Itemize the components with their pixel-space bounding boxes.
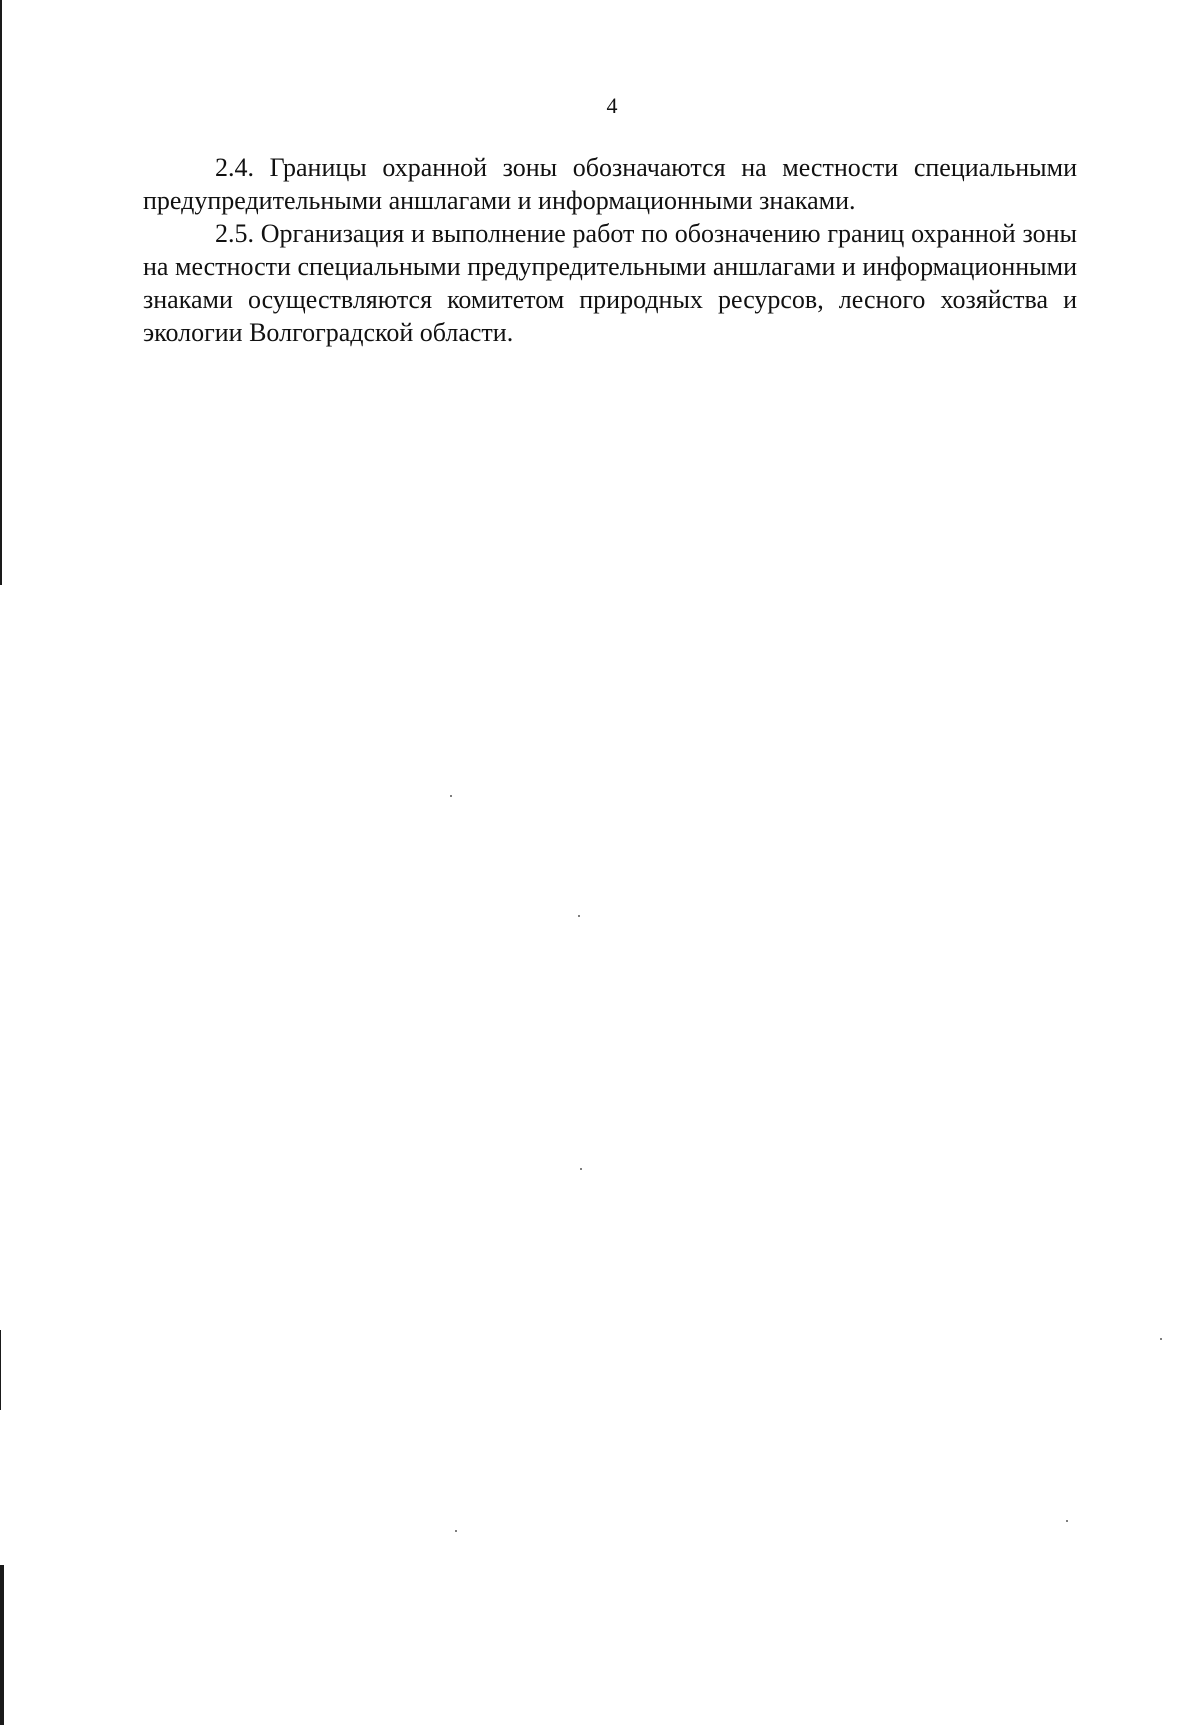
document-body xyxy=(143,151,1077,349)
scan-edge-mark xyxy=(0,1565,4,1725)
scan-speck xyxy=(455,1530,457,1532)
page-number: 4 xyxy=(606,93,618,118)
scan-speck xyxy=(1160,1338,1162,1340)
scan-speck xyxy=(1066,1520,1068,1522)
paragraph-2-5: 2.5. Организация и выполнение работ по обозначению границ охранной зоны на местности специальными предупредительными аншлагами и информационными знаками осуществляются комитетом природных ресурсов, лесного хозяйства и экологии Волгоградской области. xyxy=(143,219,1077,347)
scan-edge-mark xyxy=(0,0,2,585)
scan-speck xyxy=(450,795,452,797)
scan-speck xyxy=(580,1168,582,1170)
paragraph-2-4: 2.4. Границы охранной зоны обозначаются на местности специальными предупредительными аншлагами и информационными знаками. xyxy=(143,153,1077,215)
scan-edge-mark xyxy=(0,1330,1,1410)
scan-speck xyxy=(578,915,580,917)
